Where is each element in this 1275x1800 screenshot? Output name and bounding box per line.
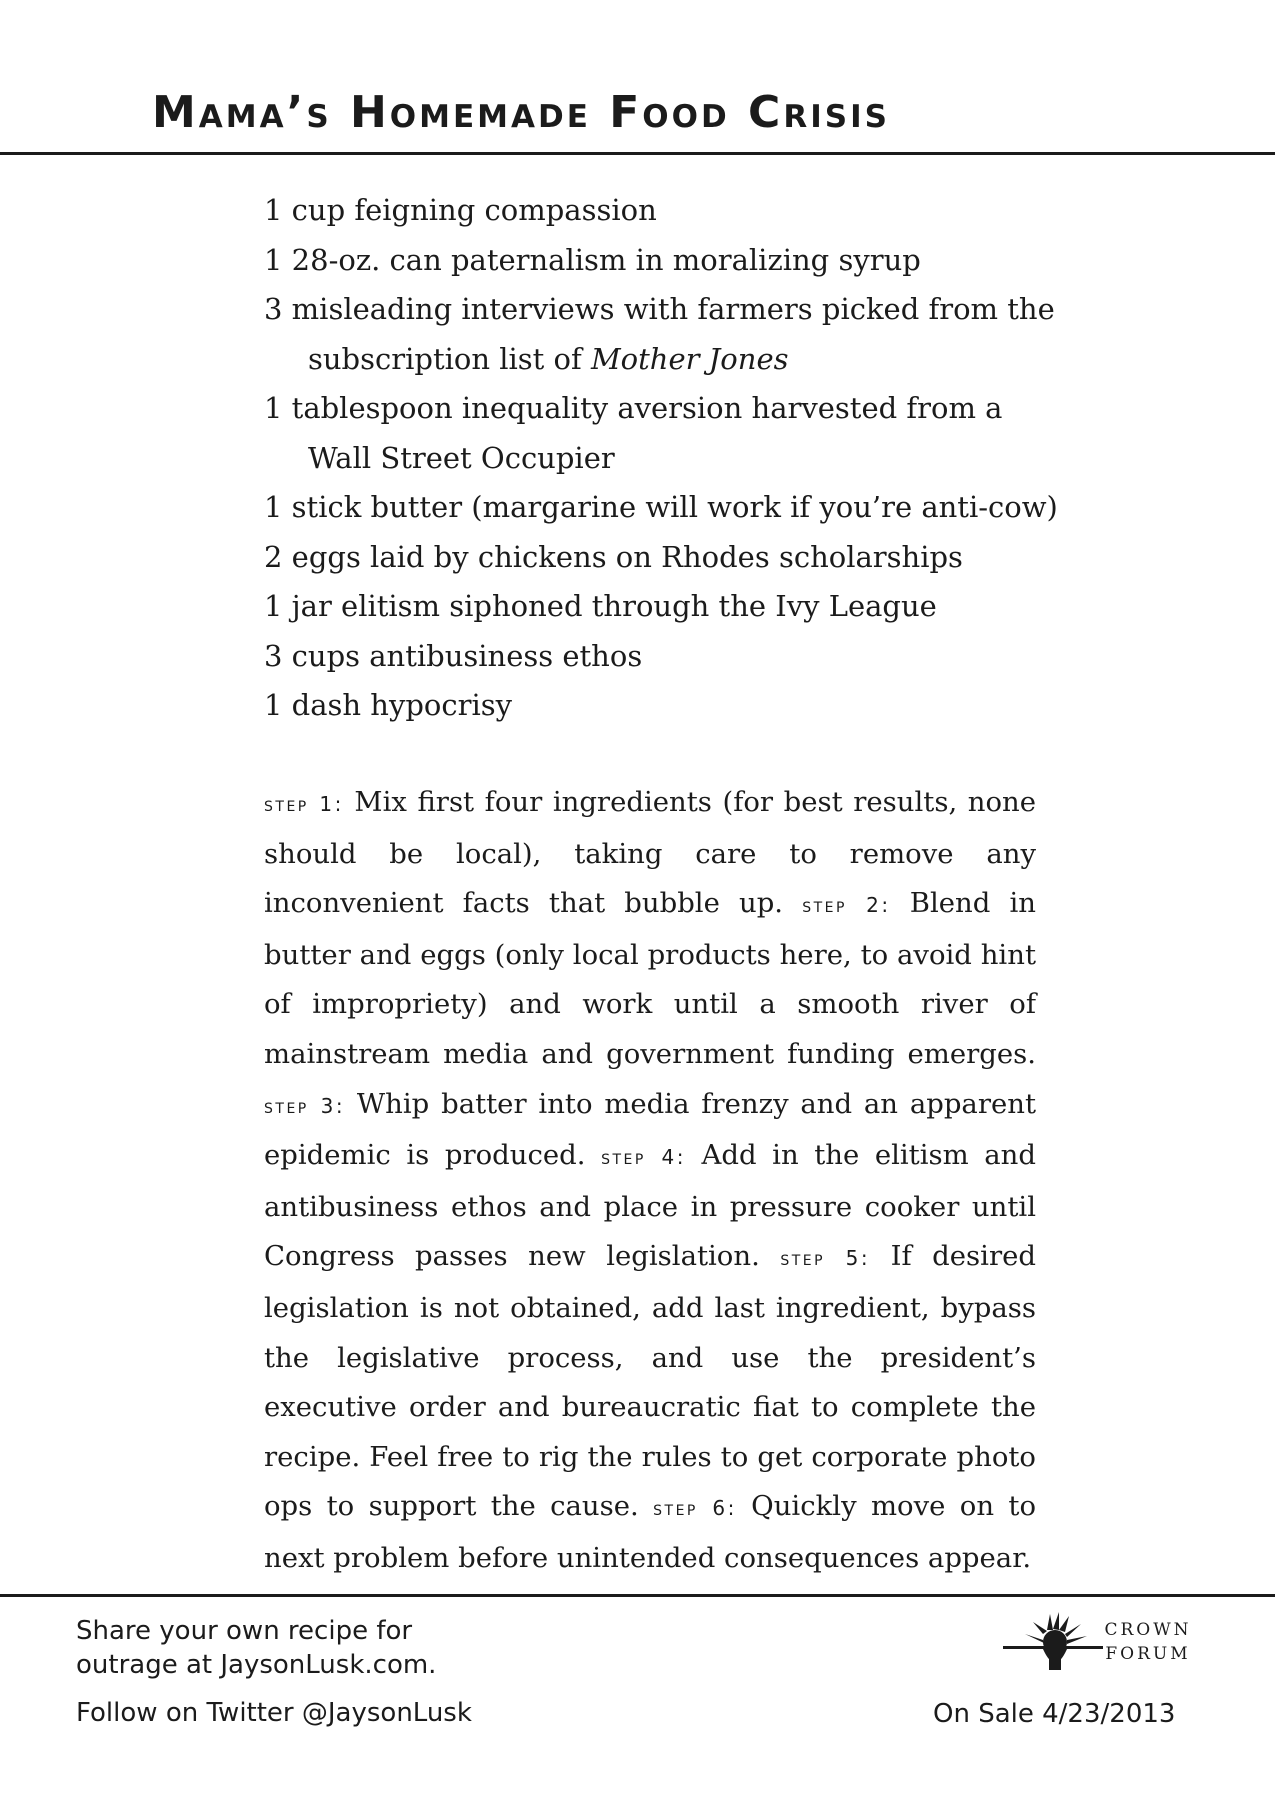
ingredient-text: 3 misleading interviews with farmers picked from the subscription list of <box>264 292 1055 376</box>
crown-forum-logo <box>1003 1612 1193 1676</box>
step-label: step 2: <box>802 893 891 918</box>
ingredient-item: 1 cup feigning compassion <box>264 193 657 227</box>
ingredient-list <box>264 186 1064 731</box>
step-text: Mix first four ingredients (for best results, none should be local), taking care to remove any inconvenient facts that bubble up. <box>264 786 1036 920</box>
step-text: If desired legislation is not obtained, add last ingredient, bypass the legislative process, and use the president’s executive order and bureaucratic fiat to complete the recipe. Feel free to rig the rules to get corporate photo ops to support the cause. <box>264 1240 1036 1523</box>
ingredient-item: 2 eggs laid by chickens on Rhodes scholarships <box>264 539 963 574</box>
step-label: step 1: <box>264 792 344 816</box>
step-label: step 5: <box>780 1246 871 1271</box>
top-divider <box>0 152 1275 155</box>
on-sale-date: On Sale 4/23/2013 <box>933 1699 1176 1729</box>
logo-word: FORUM <box>1105 1644 1191 1664</box>
ingredient-item: 1 stick butter (margarine will work if you’re anti-cow) <box>264 490 1058 524</box>
logo-word: CROWN <box>1104 1620 1192 1640</box>
ingredient-item: 3 cups antibusiness ethos <box>264 638 643 673</box>
step-label: step 6: <box>653 1496 737 1521</box>
twitter-handle: Follow on Twitter @JaysonLusk <box>76 1698 472 1728</box>
share-line: Share your own recipe for <box>76 1616 413 1646</box>
ingredient-item: 1 dash hypocrisy <box>264 688 513 722</box>
ingredient-item: 1 tablespoon inequality aversion harvested from a Wall Street Occupier <box>264 391 1003 475</box>
share-recipe-note <box>76 1614 436 1682</box>
recipe-steps <box>264 778 1036 1584</box>
ingredient-item: 1 28-oz. can paternalism in moralizing syrup <box>264 242 921 277</box>
step-text: Add in the elitism and antibusiness ethos and place in pressure cooker until Congress passes new legislation. <box>264 1139 1036 1273</box>
share-line: outrage at JaysonLusk.com. <box>76 1650 437 1680</box>
step-text: Whip batter into media frenzy and an apparent epidemic is produced. <box>264 1087 1037 1172</box>
magazine-title: Mother Jones <box>590 341 789 376</box>
statue-of-liberty-icon <box>1003 1612 1103 1676</box>
step-label: step 4: <box>601 1145 686 1170</box>
step-text: Quickly move on to next problem before unintended consequences appear. <box>264 1490 1037 1574</box>
ingredient-item: 1 jar elitism siphoned through the Ivy League <box>264 589 937 623</box>
page-title: Mama’s Homemade Food Crisis <box>152 87 890 138</box>
bottom-divider <box>0 1594 1275 1597</box>
step-text: Blend in butter and eggs (only local products here, to avoid hint of impropriety) and work until a smooth river of mainstream media and government funding emerges. <box>264 887 1036 1070</box>
step-label: step 3: <box>264 1093 346 1118</box>
ingredient-item <box>264 285 1064 384</box>
